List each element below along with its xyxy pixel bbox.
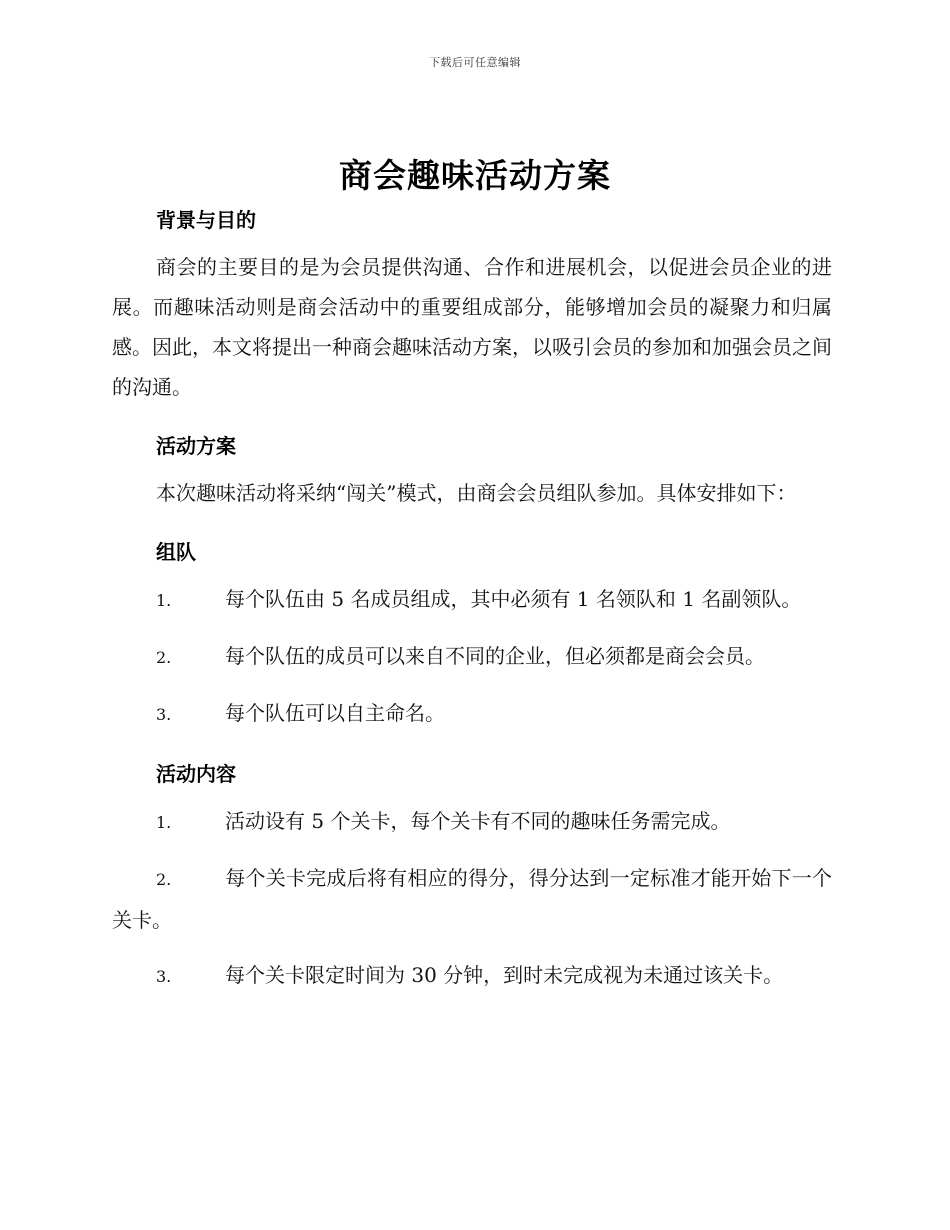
section-heading-team: 组队 [156, 540, 196, 564]
list-item-text: 活动设有 5 个关卡，每个关卡有不同的趣味任务需完成。 [225, 809, 731, 833]
list-item [112, 693, 832, 735]
section-heading-background: 背景与目的 [156, 208, 256, 232]
list-item-text: 每个队伍由 5 名成员组成，其中必须有 1 名领队和 1 名副领队。 [225, 587, 802, 611]
header-note: 下载后可任意编辑 [429, 56, 521, 69]
list-item [112, 636, 832, 678]
list-item-number: 3. [156, 705, 172, 724]
list-item-text: 每个队伍的成员可以来自不同的企业，但必须都是商会会员。 [225, 644, 765, 668]
document-title: 商会趣味活动方案 [339, 156, 611, 195]
background-paragraph: 商会的主要目的是为会员提供沟通、合作和进展机会，以促进会员企业的进展。而趣味活动则是商会活动中的重要组成部分，能够增加会员的凝聚力和归属感。因此，本文将提出一种商会趣味活动方案，以吸引会员的参加和加强会员之间的沟通。 [112, 255, 832, 399]
list-item-number: 3. [156, 967, 172, 986]
section-heading-plan: 活动方案 [156, 434, 236, 458]
list-item-number: 2. [156, 870, 172, 889]
list-item-text: 每个队伍可以自主命名。 [225, 701, 445, 725]
section-heading-content: 活动内容 [156, 762, 236, 786]
list-item-number: 1. [156, 591, 172, 610]
list-item [112, 955, 832, 997]
list-item-text: 每个关卡限定时间为 30 分钟，到时未完成视为未通过该关卡。 [225, 963, 784, 987]
list-item [112, 858, 832, 940]
list-item-number: 2. [156, 648, 172, 667]
list-item [112, 801, 832, 843]
document-body [112, 205, 832, 997]
list-item [112, 579, 832, 621]
plan-paragraph: 本次趣味活动将采纳“闯关”模式，由商会会员组队参加。具体安排如下： [156, 481, 797, 505]
list-item-text: 每个关卡完成后将有相应的得分，得分达到一定标准才能开始下一个关卡。 [112, 866, 832, 932]
list-item-number: 1. [156, 813, 172, 832]
